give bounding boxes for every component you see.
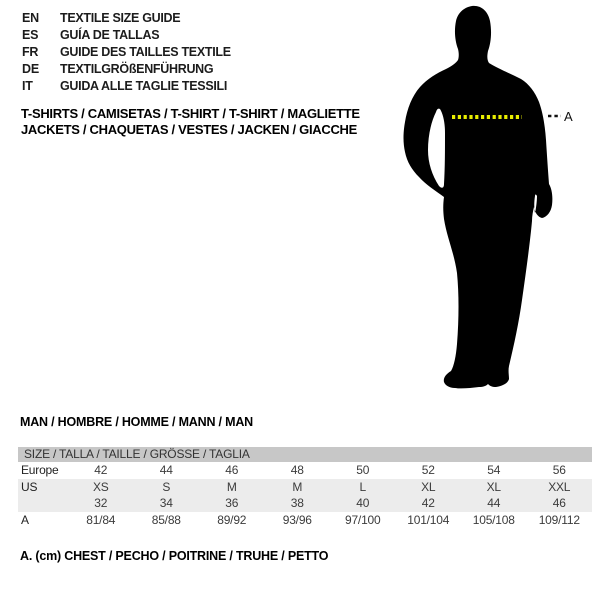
language-row-en (22, 9, 231, 26)
size-cell: 34 (159, 496, 173, 511)
man-silhouette-figure (398, 0, 584, 400)
size-cell: XXL (548, 479, 571, 494)
row-label: Europe (21, 463, 59, 478)
language-code: IT (22, 78, 33, 93)
language-code: FR (22, 44, 39, 59)
size-cell: 32 (94, 496, 108, 511)
size-cell: 44 (487, 496, 501, 511)
size-cell: M (292, 479, 303, 494)
language-title: TEXTILE SIZE GUIDE (60, 10, 181, 25)
size-cell: 36 (225, 496, 239, 511)
category-tshirts: T-SHIRTS / CAMISETAS / T-SHIRT / T-SHIRT / MAGLIETTE (21, 106, 360, 121)
size-cell: 105/108 (472, 512, 515, 527)
man-silhouette-path (404, 6, 553, 389)
language-row-fr (22, 43, 231, 60)
size-cell: 38 (290, 496, 304, 511)
section-title-man: MAN / HOMBRE / HOMME / MANN / MAN (20, 415, 253, 429)
size-table (18, 447, 592, 528)
size-cell: XL (486, 479, 501, 494)
language-row-es (22, 26, 231, 43)
language-code: ES (22, 27, 39, 42)
table-row-numeric (18, 495, 592, 512)
table-row-chest (18, 512, 592, 529)
man-silhouette-svg (398, 0, 584, 400)
table-row-us (18, 479, 592, 496)
size-cell: S (162, 479, 171, 494)
language-title: GUÍA DE TALLAS (60, 27, 160, 42)
size-cell: L (359, 479, 366, 494)
size-cell: 81/84 (86, 512, 116, 527)
size-cell: XL (421, 479, 436, 494)
language-code: EN (22, 10, 39, 25)
language-title: GUIDA ALLE TAGLIE TESSILI (60, 78, 228, 93)
size-cell: 101/104 (407, 512, 450, 527)
language-title: GUIDE DES TAILLES TEXTILE (60, 44, 231, 59)
size-cell: 40 (356, 496, 370, 511)
size-cell: 52 (421, 463, 435, 478)
table-row-europe (18, 462, 592, 479)
row-label: US (21, 479, 38, 494)
language-title: TEXTILGRÖßENFÜHRUNG (60, 61, 214, 76)
size-cell: XS (92, 479, 109, 494)
category-jackets: JACKETS / CHAQUETAS / VESTES / JACKEN / GIACCHE (21, 122, 357, 137)
language-list (22, 9, 231, 94)
size-cell: 48 (290, 463, 304, 478)
row-label: A (21, 512, 29, 527)
size-cell: 44 (159, 463, 173, 478)
size-cell: 54 (487, 463, 501, 478)
size-cell: M (226, 479, 237, 494)
size-cell: 85/88 (151, 512, 181, 527)
language-code: DE (22, 61, 39, 76)
garment-categories (21, 106, 360, 138)
size-cell: 97/100 (344, 512, 381, 527)
size-cell: 109/112 (538, 512, 580, 527)
measure-label-a: A (564, 109, 573, 124)
size-cell: 93/96 (282, 512, 312, 527)
size-cell: 42 (421, 496, 435, 511)
size-cell: 46 (225, 463, 239, 478)
language-row-it (22, 77, 231, 94)
size-cell: 56 (552, 463, 566, 478)
size-cell: 50 (356, 463, 370, 478)
size-cell: 42 (94, 463, 108, 478)
measurement-footnote: A. (cm) CHEST / PECHO / POITRINE / TRUHE / PETTO (20, 549, 329, 563)
size-cell: 89/92 (217, 512, 247, 527)
size-table-header: SIZE / TALLA / TAILLE / GRÖSSE / TAGLIA (18, 447, 592, 462)
size-cell: 46 (552, 496, 566, 511)
language-row-de (22, 60, 231, 77)
